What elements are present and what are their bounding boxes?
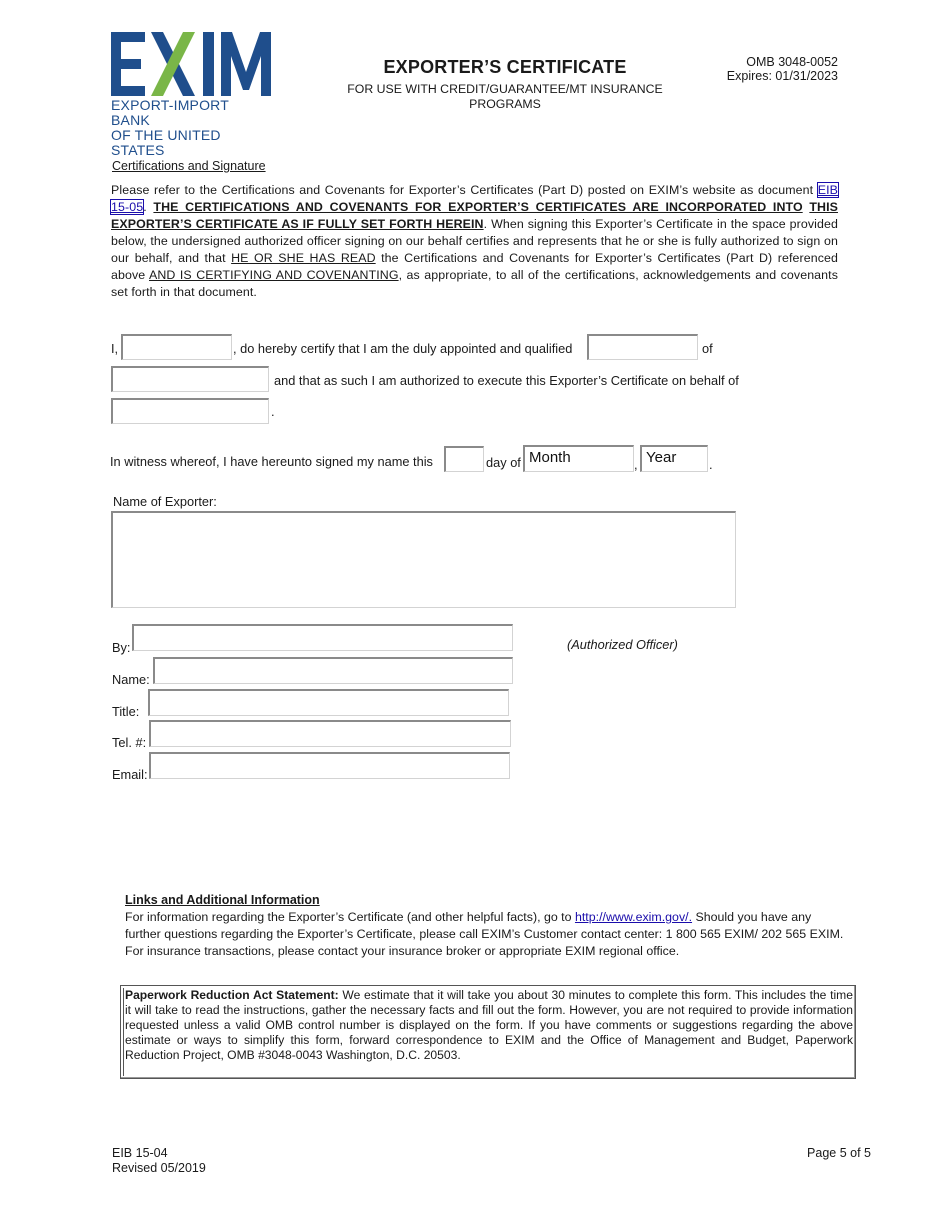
certifications-paragraph [111, 182, 838, 301]
cert-text-5: , as appropriate, to all of the certifications, acknowledgements and covenants set forth in that document. [111, 268, 839, 299]
footer-page: Page 5 of 5 [807, 1146, 871, 1160]
cert-text-3: . When signing this Exporter’s Certificate in the space provided below, the undersigned authorized officer signing on our behalf certifies and represents that he or she is fully authorized to sign on our behalf, and that [111, 217, 838, 265]
omb-block [727, 55, 838, 83]
authorized-officer-caption: (Authorized Officer) [567, 637, 678, 652]
cert-underline-2: AND IS CERTIFYING AND COVENANTING [149, 268, 399, 282]
cert-text-1: Please refer to the Certifications and Covenants for Exporter’s Certificates (Part D) posted on EXIM’s website as document [111, 183, 818, 197]
name-input[interactable] [153, 657, 513, 684]
email-input[interactable] [149, 752, 510, 779]
omb-number: OMB 3048-0052 [746, 55, 838, 69]
officer-position-input[interactable] [587, 334, 698, 360]
cert-text-2: . [143, 200, 154, 214]
form-title-block [330, 57, 680, 112]
exim-logo [111, 32, 271, 158]
eib-15-05-link[interactable]: EIB 15-05 [111, 183, 838, 214]
bank-name-line2: OF THE UNITED STATES [111, 127, 221, 158]
tel-label: Tel. #: [112, 735, 147, 750]
links-text-2: Should you have any further questions regarding the Exporter’s Certificate, please call EXIM’s Customer contact center: 1 800 565 EXIM/ 202 565 EXIM. For insurance transactions, please contact your insurance broker or appropriate EXIM regional office. [125, 910, 844, 958]
of-text: of [702, 341, 713, 356]
name-label: Name: [112, 672, 150, 687]
certifications-heading: Certifications and Signature [112, 159, 266, 173]
links-heading: Links and Additional Information [125, 893, 320, 907]
year-select[interactable]: Year [640, 445, 708, 472]
title-label: Title: [112, 704, 140, 719]
paperwork-heading: Paperwork Reduction Act Statement: [125, 988, 339, 1002]
authorized-text: and that as such I am authorized to execute this Exporter’s Certificate on behalf of [274, 373, 739, 388]
cert-bold-2: THIS EXPORTER’S CERTIFICATE AS IF FULLY SET FORTH HEREIN [111, 200, 838, 231]
links-text-1: For information regarding the Exporter’s Certificate (and other helpful facts), go to [125, 910, 575, 924]
paperwork-body: We estimate that it will take you about 30 minutes to complete this form. This includes the time it will take to read the instructions, gather the necessary facts and fill out the form. However, you are not required to provide information requested unless a valid OMB control number is displayed on the form. If you have comments or suggestions regarding the above estimate or ways to simplify this form, forward correspondence to EXIM and the Office of Management and Budget, Paperwork Reduction Project, OMB #3048-0043 Washington, D.C. 20503. [125, 988, 853, 1062]
form-subtitle-line1: FOR USE WITH CREDIT/GUARANTEE/MT INSURANCE [347, 82, 663, 96]
witness-comma: , [634, 457, 638, 472]
by-label: By: [112, 640, 131, 655]
cert-underline-1: HE OR SHE HAS READ [231, 251, 376, 265]
exim-logo-mark [111, 32, 271, 96]
witness-text: In witness whereof, I have hereunto signed my name this [110, 454, 433, 469]
day-of-text: day of [486, 455, 521, 470]
certify-text: , do hereby certify that I am the duly appointed and qualified [233, 341, 573, 356]
month-select[interactable]: Month [523, 445, 634, 472]
officer-name-input[interactable] [121, 334, 232, 360]
signature-input[interactable] [132, 624, 513, 651]
on-behalf-of-input[interactable] [111, 398, 269, 424]
witness-period: . [709, 457, 713, 472]
email-label: Email: [112, 767, 148, 782]
title-input[interactable] [148, 689, 509, 716]
paperwork-reduction-box [120, 985, 856, 1079]
tel-input[interactable] [149, 720, 511, 747]
omb-expires: Expires: 01/31/2023 [726, 69, 838, 83]
exporter-label: Name of Exporter: [113, 494, 217, 509]
bank-name-line1: EXPORT-IMPORT BANK [111, 97, 229, 128]
exim-website-link[interactable]: http://www.exim.gov/. [574, 910, 693, 924]
form-subtitle-line2: PROGRAMS [469, 97, 541, 111]
day-input[interactable] [444, 446, 484, 472]
statement-period: . [271, 404, 275, 419]
exporter-name-textarea[interactable] [111, 511, 736, 608]
company-input[interactable] [111, 366, 269, 392]
footer-revised: Revised 05/2019 [112, 1161, 206, 1175]
footer-form-id: EIB 15-04 [112, 1146, 168, 1160]
links-paragraph [125, 909, 850, 960]
i-prefix: I, [111, 341, 119, 356]
form-title: EXPORTER’S CERTIFICATE [383, 57, 627, 77]
footer-left [112, 1146, 206, 1176]
cert-bold-1: THE CERTIFICATIONS AND COVENANTS FOR EXPORTER’S CERTIFICATES ARE INCORPORATED INTO [153, 200, 803, 214]
cert-text-4: the Certifications and Covenants for Exporter’s Certificates (Part D) referenced above [111, 251, 838, 282]
